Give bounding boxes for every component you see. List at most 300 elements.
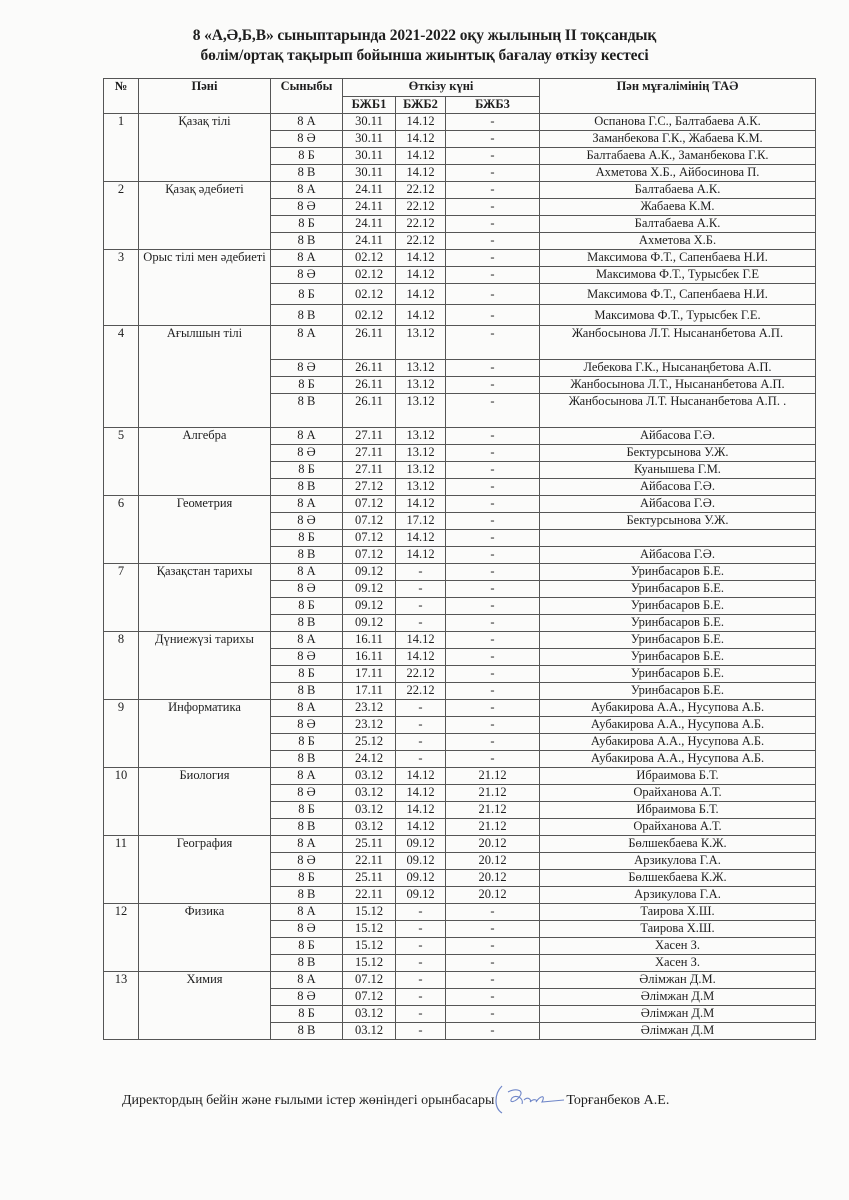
table-row	[104, 700, 816, 717]
cell-class: 8 Ә	[271, 267, 343, 284]
header-bjb2: БЖБ2	[396, 97, 446, 114]
cell-class: 8 Ә	[271, 785, 343, 802]
cell-bjb1: 24.11	[343, 199, 396, 216]
cell-bjb3: -	[446, 267, 540, 284]
cell-class: 8 В	[271, 955, 343, 972]
cell-bjb1: 09.12	[343, 564, 396, 581]
cell-class: 8 Б	[271, 530, 343, 547]
cell-bjb3: -	[446, 284, 540, 305]
cell-bjb3: -	[446, 199, 540, 216]
cell-class: 8 В	[271, 233, 343, 250]
cell-bjb2: 09.12	[396, 853, 446, 870]
cell-subject: Қазақстан тарихы	[139, 564, 271, 632]
cell-class: 8 А	[271, 114, 343, 131]
cell-teacher	[540, 530, 816, 547]
cell-bjb1: 24.11	[343, 216, 396, 233]
cell-bjb2: 14.12	[396, 632, 446, 649]
table-row	[104, 182, 816, 199]
cell-teacher: Аубакирова А.А., Нусупова А.Б.	[540, 700, 816, 717]
cell-num: 5	[104, 428, 139, 496]
cell-class: 8 В	[271, 819, 343, 836]
cell-bjb2: 14.12	[396, 530, 446, 547]
cell-bjb2: 14.12	[396, 785, 446, 802]
cell-bjb2: 13.12	[396, 445, 446, 462]
cell-bjb2: 09.12	[396, 836, 446, 853]
cell-bjb2: 22.12	[396, 666, 446, 683]
cell-bjb3: -	[446, 734, 540, 751]
cell-class: 8 А	[271, 182, 343, 199]
cell-num: 2	[104, 182, 139, 250]
cell-class: 8 В	[271, 394, 343, 428]
cell-teacher: Оспанова Г.С., Балтабаева А.К.	[540, 114, 816, 131]
cell-bjb2: 14.12	[396, 496, 446, 513]
cell-teacher: Хасен З.	[540, 955, 816, 972]
cell-class: 8 Б	[271, 377, 343, 394]
cell-bjb3: -	[446, 632, 540, 649]
cell-class: 8 Ә	[271, 513, 343, 530]
cell-bjb1: 30.11	[343, 114, 396, 131]
cell-class: 8 В	[271, 683, 343, 700]
cell-class: 8 Б	[271, 938, 343, 955]
cell-teacher: Жанбосынова Л.Т. Нысананбетова А.П.	[540, 326, 816, 360]
cell-bjb3: -	[446, 496, 540, 513]
cell-class: 8 В	[271, 165, 343, 182]
cell-bjb3: -	[446, 955, 540, 972]
cell-bjb1: 07.12	[343, 530, 396, 547]
cell-bjb3: -	[446, 1023, 540, 1040]
cell-bjb3: -	[446, 530, 540, 547]
cell-bjb2: 14.12	[396, 649, 446, 666]
cell-bjb2: 14.12	[396, 768, 446, 785]
cell-teacher: Бектурсынова У.Ж.	[540, 513, 816, 530]
cell-bjb3: -	[446, 131, 540, 148]
cell-bjb2: 13.12	[396, 377, 446, 394]
cell-class: 8 Ә	[271, 360, 343, 377]
cell-bjb1: 30.11	[343, 165, 396, 182]
cell-subject: Химия	[139, 972, 271, 1040]
table-row	[104, 326, 816, 360]
cell-teacher: Айбасова Г.Ә.	[540, 547, 816, 564]
cell-class: 8 В	[271, 615, 343, 632]
cell-teacher: Айбасова Г.Ә.	[540, 479, 816, 496]
cell-class: 8 А	[271, 700, 343, 717]
cell-teacher: Максимова Ф.Т., Турысбек Г.Е.	[540, 305, 816, 326]
cell-bjb3: -	[446, 360, 540, 377]
cell-bjb1: 07.12	[343, 513, 396, 530]
cell-bjb2: -	[396, 751, 446, 768]
cell-bjb3: -	[446, 182, 540, 199]
cell-bjb2: 14.12	[396, 547, 446, 564]
cell-teacher: Жанбосынова Л.Т. Нысананбетова А.П. .	[540, 394, 816, 428]
table-row	[104, 564, 816, 581]
table-row	[104, 496, 816, 513]
cell-bjb3: -	[446, 649, 540, 666]
cell-bjb1: 27.11	[343, 445, 396, 462]
cell-class: 8 Ә	[271, 199, 343, 216]
cell-bjb3: -	[446, 462, 540, 479]
table-row	[104, 836, 816, 853]
cell-bjb2: 13.12	[396, 428, 446, 445]
cell-bjb3: -	[446, 921, 540, 938]
cell-bjb3: -	[446, 615, 540, 632]
cell-bjb2: 13.12	[396, 394, 446, 428]
cell-num: 6	[104, 496, 139, 564]
cell-bjb2: 14.12	[396, 148, 446, 165]
cell-teacher: Максимова Ф.Т., Сапенбаева Н.И.	[540, 250, 816, 267]
cell-subject: География	[139, 836, 271, 904]
cell-class: 8 А	[271, 250, 343, 267]
cell-bjb1: 03.12	[343, 819, 396, 836]
cell-class: 8 Б	[271, 598, 343, 615]
cell-subject: Дүниежүзі тарихы	[139, 632, 271, 700]
cell-teacher: Ибраимова Б.Т.	[540, 802, 816, 819]
cell-teacher: Таирова Х.Ш.	[540, 921, 816, 938]
cell-teacher: Уринбасаров Б.Е.	[540, 615, 816, 632]
cell-bjb1: 17.11	[343, 666, 396, 683]
cell-bjb1: 26.11	[343, 394, 396, 428]
cell-bjb2: -	[396, 921, 446, 938]
cell-subject: Алгебра	[139, 428, 271, 496]
cell-bjb3: -	[446, 700, 540, 717]
cell-class: 8 Ә	[271, 131, 343, 148]
cell-bjb1: 17.11	[343, 683, 396, 700]
table-row	[104, 428, 816, 445]
cell-class: 8 А	[271, 836, 343, 853]
cell-bjb1: 15.12	[343, 904, 396, 921]
cell-bjb1: 02.12	[343, 250, 396, 267]
cell-bjb1: 26.11	[343, 326, 396, 360]
cell-bjb2: -	[396, 1023, 446, 1040]
cell-bjb2: 13.12	[396, 462, 446, 479]
cell-bjb1: 27.11	[343, 428, 396, 445]
cell-bjb1: 07.12	[343, 989, 396, 1006]
cell-class: 8 Б	[271, 666, 343, 683]
cell-bjb3: 20.12	[446, 836, 540, 853]
cell-bjb3: -	[446, 165, 540, 182]
cell-bjb3: -	[446, 305, 540, 326]
cell-bjb2: 14.12	[396, 305, 446, 326]
cell-bjb3: -	[446, 114, 540, 131]
cell-class: 8 Ә	[271, 649, 343, 666]
cell-teacher: Балтабаева А.К.	[540, 182, 816, 199]
cell-subject: Қазақ әдебиеті	[139, 182, 271, 250]
cell-num: 3	[104, 250, 139, 326]
cell-class: 8 Ә	[271, 921, 343, 938]
cell-class: 8 Б	[271, 734, 343, 751]
cell-bjb2: 14.12	[396, 131, 446, 148]
header-bjb1: БЖБ1	[343, 97, 396, 114]
cell-class: 8 Б	[271, 148, 343, 165]
cell-bjb2: -	[396, 955, 446, 972]
cell-bjb1: 30.11	[343, 131, 396, 148]
cell-teacher: Ибраимова Б.Т.	[540, 768, 816, 785]
cell-bjb1: 23.12	[343, 700, 396, 717]
cell-bjb3: 21.12	[446, 768, 540, 785]
cell-bjb2: 14.12	[396, 165, 446, 182]
cell-bjb1: 23.12	[343, 717, 396, 734]
cell-teacher: Аубакирова А.А., Нусупова А.Б.	[540, 751, 816, 768]
cell-bjb2: 22.12	[396, 233, 446, 250]
cell-teacher: Айбасова Г.Ә.	[540, 428, 816, 445]
cell-bjb2: 22.12	[396, 683, 446, 700]
table-row	[104, 632, 816, 649]
cell-teacher: Бөлшекбаева К.Ж.	[540, 870, 816, 887]
title-line-2: бөлім/ортақ тақырып бойынша жиынтық бағалау өткізу кестесі	[200, 47, 649, 64]
cell-bjb1: 07.12	[343, 496, 396, 513]
cell-bjb3: -	[446, 598, 540, 615]
cell-class: 8 Ә	[271, 581, 343, 598]
cell-bjb1: 02.12	[343, 305, 396, 326]
cell-class: 8 А	[271, 564, 343, 581]
cell-bjb1: 27.12	[343, 479, 396, 496]
cell-bjb1: 16.11	[343, 632, 396, 649]
cell-bjb3: -	[446, 683, 540, 700]
cell-bjb1: 22.11	[343, 853, 396, 870]
cell-teacher: Ахметова Х.Б., Айбосинова П.	[540, 165, 816, 182]
cell-class: 8 Ә	[271, 853, 343, 870]
cell-bjb3: 21.12	[446, 785, 540, 802]
schedule-table	[103, 78, 816, 1040]
cell-teacher: Орайханова А.Т.	[540, 819, 816, 836]
cell-num: 7	[104, 564, 139, 632]
signature-scribble-icon	[494, 1090, 566, 1112]
cell-class: 8 А	[271, 904, 343, 921]
cell-subject: Геометрия	[139, 496, 271, 564]
cell-bjb2: 14.12	[396, 819, 446, 836]
cell-bjb1: 09.12	[343, 615, 396, 632]
cell-class: 8 А	[271, 496, 343, 513]
cell-bjb1: 09.12	[343, 581, 396, 598]
cell-class: 8 А	[271, 972, 343, 989]
cell-bjb3: -	[446, 938, 540, 955]
cell-bjb1: 02.12	[343, 284, 396, 305]
cell-bjb2: -	[396, 581, 446, 598]
cell-bjb2: -	[396, 989, 446, 1006]
cell-bjb1: 03.12	[343, 1006, 396, 1023]
cell-teacher: Әлімжан Д.М	[540, 1023, 816, 1040]
cell-teacher: Уринбасаров Б.Е.	[540, 564, 816, 581]
cell-num: 8	[104, 632, 139, 700]
cell-teacher: Уринбасаров Б.Е.	[540, 683, 816, 700]
cell-subject: Қазақ тілі	[139, 114, 271, 182]
cell-teacher: Куанышева Г.М.	[540, 462, 816, 479]
cell-bjb1: 24.11	[343, 182, 396, 199]
cell-bjb2: 17.12	[396, 513, 446, 530]
cell-class: 8 Б	[271, 216, 343, 233]
cell-bjb1: 25.12	[343, 734, 396, 751]
cell-bjb1: 26.11	[343, 360, 396, 377]
cell-bjb2: 14.12	[396, 802, 446, 819]
cell-bjb1: 30.11	[343, 148, 396, 165]
cell-class: 8 А	[271, 768, 343, 785]
cell-bjb1: 25.11	[343, 870, 396, 887]
cell-class: 8 В	[271, 479, 343, 496]
cell-subject: Физика	[139, 904, 271, 972]
header-date-group: Өткізу күні	[343, 79, 540, 97]
cell-teacher: Балтабаева А.К., Заманбекова Г.К.	[540, 148, 816, 165]
cell-teacher: Арзикулова Г.А.	[540, 887, 816, 904]
cell-num: 9	[104, 700, 139, 768]
cell-teacher: Балтабаева А.К.	[540, 216, 816, 233]
cell-class: 8 А	[271, 428, 343, 445]
cell-teacher: Әлімжан Д.М	[540, 1006, 816, 1023]
cell-teacher: Жабаева К.М.	[540, 199, 816, 216]
cell-bjb3: -	[446, 904, 540, 921]
cell-num: 10	[104, 768, 139, 836]
cell-class: 8 Ә	[271, 989, 343, 1006]
cell-bjb3: 20.12	[446, 853, 540, 870]
cell-bjb1: 25.11	[343, 836, 396, 853]
cell-bjb3: -	[446, 250, 540, 267]
cell-bjb1: 27.11	[343, 462, 396, 479]
cell-class: 8 А	[271, 326, 343, 360]
cell-teacher: Уринбасаров Б.Е.	[540, 632, 816, 649]
cell-teacher: Айбасова Г.Ә.	[540, 496, 816, 513]
cell-bjb3: -	[446, 751, 540, 768]
cell-teacher: Максимова Ф.Т., Сапенбаева Н.И.	[540, 284, 816, 305]
cell-bjb2: 14.12	[396, 267, 446, 284]
cell-bjb1: 15.12	[343, 938, 396, 955]
cell-bjb2: -	[396, 734, 446, 751]
signer-name: Торғанбеков А.Е.	[566, 1093, 670, 1109]
cell-bjb3: -	[446, 428, 540, 445]
cell-bjb1: 24.11	[343, 233, 396, 250]
cell-bjb1: 03.12	[343, 768, 396, 785]
cell-teacher: Таирова Х.Ш.	[540, 904, 816, 921]
cell-teacher: Арзикулова Г.А.	[540, 853, 816, 870]
cell-class: 8 А	[271, 632, 343, 649]
cell-bjb2: 22.12	[396, 199, 446, 216]
cell-teacher: Бектурсынова У.Ж.	[540, 445, 816, 462]
table-row	[104, 904, 816, 921]
cell-bjb1: 03.12	[343, 1023, 396, 1040]
cell-bjb1: 07.12	[343, 972, 396, 989]
cell-bjb3: -	[446, 445, 540, 462]
cell-teacher: Уринбасаров Б.Е.	[540, 649, 816, 666]
cell-bjb3: -	[446, 666, 540, 683]
cell-bjb1: 07.12	[343, 547, 396, 564]
cell-num: 12	[104, 904, 139, 972]
schedule-body	[104, 114, 816, 1040]
cell-bjb2: -	[396, 615, 446, 632]
cell-bjb3: -	[446, 717, 540, 734]
cell-bjb2: 14.12	[396, 250, 446, 267]
cell-bjb3: -	[446, 972, 540, 989]
signer-position: Директордың бейін және ғылыми істер жөніндегі орынбасары	[122, 1093, 495, 1109]
cell-bjb2: 22.12	[396, 182, 446, 199]
cell-bjb3: -	[446, 564, 540, 581]
cell-bjb2: -	[396, 598, 446, 615]
cell-subject: Биология	[139, 768, 271, 836]
cell-num: 1	[104, 114, 139, 182]
cell-teacher: Бөлшекбаева К.Ж.	[540, 836, 816, 853]
cell-bjb1: 16.11	[343, 649, 396, 666]
cell-bjb3: -	[446, 513, 540, 530]
cell-bjb2: -	[396, 972, 446, 989]
cell-bjb3: 20.12	[446, 887, 540, 904]
cell-bjb1: 24.12	[343, 751, 396, 768]
cell-bjb2: 22.12	[396, 216, 446, 233]
cell-bjb3: -	[446, 1006, 540, 1023]
cell-bjb2: 14.12	[396, 284, 446, 305]
cell-bjb2: 09.12	[396, 887, 446, 904]
header-num: №	[104, 79, 139, 114]
cell-bjb3: 20.12	[446, 870, 540, 887]
cell-bjb3: -	[446, 216, 540, 233]
table-row	[104, 250, 816, 267]
cell-teacher: Максимова Ф.Т., Турысбек Г.Е	[540, 267, 816, 284]
cell-class: 8 В	[271, 887, 343, 904]
cell-bjb1: 03.12	[343, 785, 396, 802]
header-subject: Пәні	[139, 79, 271, 114]
cell-class: 8 В	[271, 305, 343, 326]
cell-subject: Информатика	[139, 700, 271, 768]
cell-bjb3: -	[446, 326, 540, 360]
cell-bjb2: 09.12	[396, 870, 446, 887]
table-row	[104, 114, 816, 131]
cell-bjb2: 13.12	[396, 360, 446, 377]
cell-bjb2: 13.12	[396, 479, 446, 496]
cell-num: 13	[104, 972, 139, 1040]
cell-bjb3: -	[446, 581, 540, 598]
cell-bjb2: 13.12	[396, 326, 446, 360]
cell-bjb2: -	[396, 938, 446, 955]
cell-teacher: Заманбекова Г.К., Жабаева К.М.	[540, 131, 816, 148]
cell-subject: Орыс тілі мен әдебиеті	[139, 250, 271, 326]
cell-class: 8 Б	[271, 462, 343, 479]
signature-line	[122, 1090, 669, 1112]
cell-class: 8 Ә	[271, 717, 343, 734]
cell-teacher: Лебекова Г.К., Нысанаңбетова А.П.	[540, 360, 816, 377]
cell-bjb2: -	[396, 904, 446, 921]
cell-bjb1: 02.12	[343, 267, 396, 284]
cell-teacher: Орайханова А.Т.	[540, 785, 816, 802]
cell-bjb2: -	[396, 700, 446, 717]
cell-bjb3: -	[446, 148, 540, 165]
header-teacher: Пән мұғалімінің ТАӘ	[540, 79, 816, 114]
cell-class: 8 Б	[271, 1006, 343, 1023]
cell-bjb1: 15.12	[343, 955, 396, 972]
header-class: Сыныбы	[271, 79, 343, 114]
cell-num: 11	[104, 836, 139, 904]
cell-class: 8 Б	[271, 870, 343, 887]
cell-class: 8 В	[271, 1023, 343, 1040]
cell-teacher: Аубакирова А.А., Нусупова А.Б.	[540, 734, 816, 751]
table-row	[104, 972, 816, 989]
cell-teacher: Хасен З.	[540, 938, 816, 955]
cell-teacher: Уринбасаров Б.Е.	[540, 598, 816, 615]
cell-class: 8 В	[271, 751, 343, 768]
cell-bjb1: 26.11	[343, 377, 396, 394]
cell-teacher: Уринбасаров Б.Е.	[540, 581, 816, 598]
cell-bjb3: -	[446, 233, 540, 250]
cell-class: 8 В	[271, 547, 343, 564]
cell-bjb3: 21.12	[446, 802, 540, 819]
cell-class: 8 Ә	[271, 445, 343, 462]
cell-bjb1: 03.12	[343, 802, 396, 819]
table-row	[104, 768, 816, 785]
document-title	[0, 26, 849, 66]
cell-bjb3: -	[446, 479, 540, 496]
cell-teacher: Әлімжан Д.М.	[540, 972, 816, 989]
cell-bjb2: -	[396, 717, 446, 734]
header-bjb3: БЖБ3	[446, 97, 540, 114]
cell-bjb3: -	[446, 547, 540, 564]
cell-bjb3: -	[446, 377, 540, 394]
cell-bjb1: 15.12	[343, 921, 396, 938]
cell-teacher: Әлімжан Д.М	[540, 989, 816, 1006]
cell-bjb1: 22.11	[343, 887, 396, 904]
